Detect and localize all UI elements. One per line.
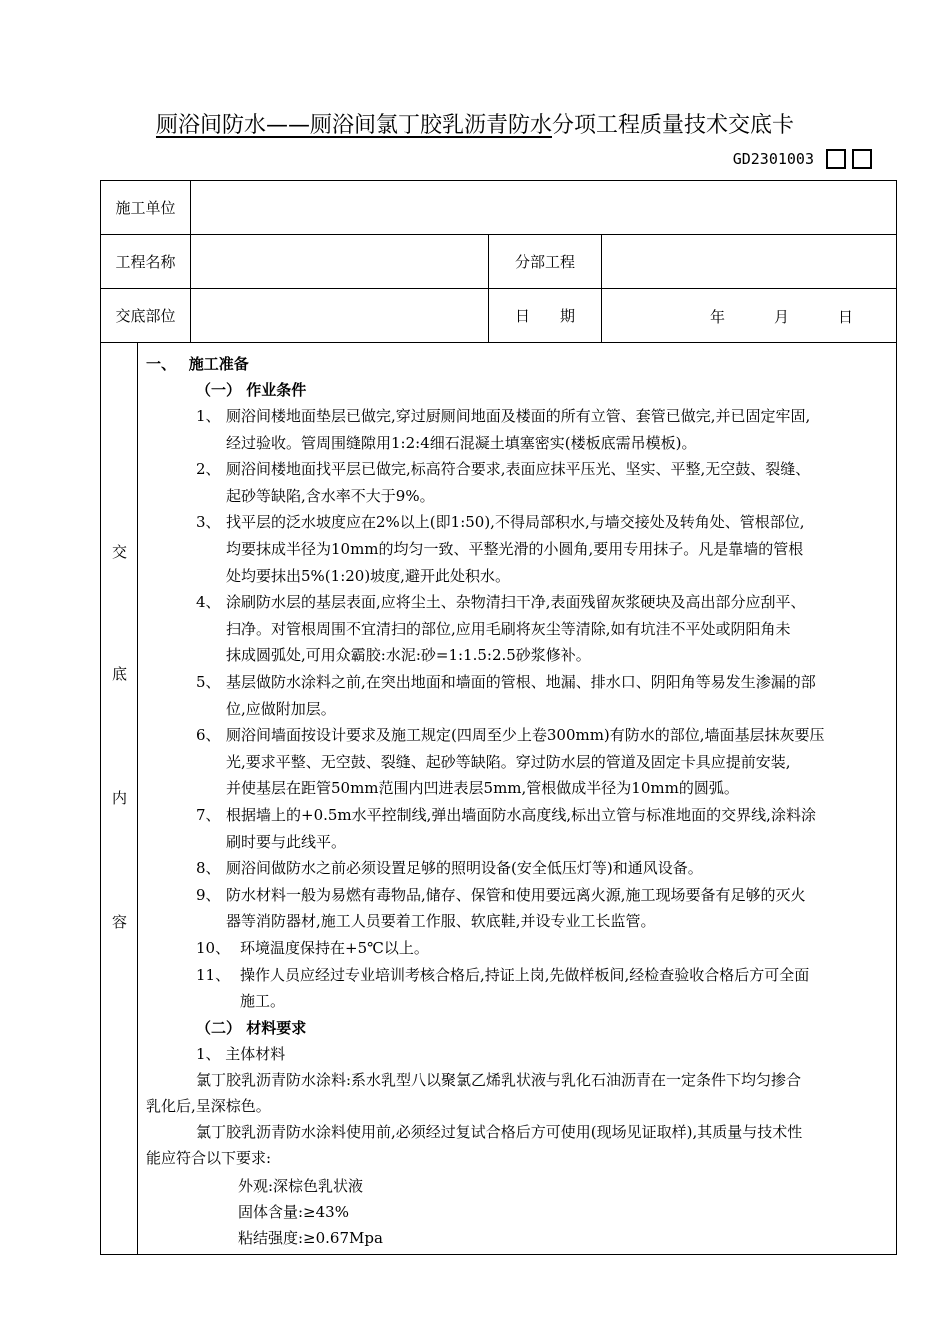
- item-text-line: 刷时要与此线平。: [226, 832, 347, 851]
- para1-line1: 氯丁胶乳沥青防水涂料:系水乳型八以聚氯乙烯乳状液与乳化石油沥青在一定条件下均匀掺合: [196, 1071, 802, 1089]
- item-text-line: 厕浴间做防水之前必须设置足够的照明设备(安全低压灯等)和通风设备。: [226, 859, 703, 878]
- spec-solid-content: 固体含量:≥43%: [238, 1203, 349, 1221]
- checkbox-1[interactable]: [826, 149, 846, 169]
- item-text-line: 扫净。对管根周围不宜清扫的部位,应用毛刷将灰尘等清除,如有坑洼不平处或阴阳角未: [226, 619, 791, 638]
- side-char-2: 底: [111, 665, 127, 683]
- part-field[interactable]: [191, 289, 489, 343]
- item-text-line: 防水材料一般为易燃有毒物品,储存、保管和使用要远离火源,施工现场要备有足够的灭火: [226, 885, 806, 904]
- item-text-line: 均要抹成半径为10mm的均匀一致、平整光滑的小圆角,要用专用抹子。凡是靠墙的管根: [226, 540, 804, 558]
- item-text-line: 施工。: [240, 992, 286, 1011]
- item-text-line: 厕浴间墙面按设计要求及施工规定(四周至少上卷300mm)有防水的部位,墙面基层抹灰要压: [226, 726, 825, 745]
- item-number: 1、: [196, 407, 221, 425]
- project-field[interactable]: [191, 235, 489, 289]
- side-label-cell: [101, 343, 138, 1255]
- document-title: [0, 108, 950, 139]
- side-char-4: 容: [111, 913, 127, 931]
- section-heading-1: 一、 施工准备: [146, 355, 249, 373]
- date-field[interactable]: [602, 289, 897, 343]
- item-text-line: 涂刷防水层的基层表面,应将尘土、杂物清扫干净,表面残留灰浆硬块及高出部分应刮平、: [226, 593, 806, 612]
- item-number: 9、: [196, 885, 221, 904]
- content-cell: [138, 343, 897, 1255]
- item-text-line: 并使基层在距管50mm范围内凹进表层5mm,管根做成半径为10mm的圆弧。: [226, 779, 739, 798]
- item-text-line: 找平层的泛水坡度应在2%以上(即1:50),不得局部积水,与墙交接处及转角处、管根部位,: [226, 513, 805, 532]
- para2-line2: 能应符合以下要求:: [146, 1149, 272, 1167]
- item-text-line: 经过验收。管周围缝隙用1:2:4细石混凝土填塞密实(楼板底需吊模板)。: [226, 433, 697, 452]
- spec-appearance: 外观:深棕色乳状液: [238, 1177, 364, 1195]
- division-field[interactable]: [602, 235, 897, 289]
- handover-table: [100, 180, 897, 1255]
- item-number: 5、: [196, 673, 221, 691]
- division-label: 分部工程: [489, 235, 602, 289]
- item-text-line: 厕浴间楼地面垫层已做完,穿过厨厕间地面及楼面的所有立管、套管已做完,并已固定牢固,: [226, 407, 811, 425]
- item-text-line: 光,要求平整、无空鼓、裂缝、起砂等缺陷。穿过防水层的管道及固定卡具应提前安装,: [226, 752, 791, 771]
- item-text-line: 基层做防水涂料之前,在突出地面和墙面的管根、地漏、排水口、阴阳角等易发生渗漏的部: [226, 673, 816, 691]
- item-text-line: 抹成圆弧处,可用众霸胶:水泥:砂=1:1.5:2.5砂浆修补。: [226, 646, 591, 665]
- item-number: 3、: [196, 513, 221, 532]
- title-suffix: 分项工程质量技术交底卡: [552, 113, 795, 138]
- unit-field[interactable]: [191, 181, 897, 235]
- part-label: 交底部位: [101, 289, 191, 343]
- item-text-line: 厕浴间楼地面找平层已做完,标高符合要求,表面应抹平压光、坚实、平整,无空鼓、裂缝、: [226, 460, 811, 479]
- item-number: 10、: [196, 939, 231, 957]
- code-row: [733, 146, 872, 172]
- item-number: 7、: [196, 806, 221, 824]
- side-char-3: 内: [111, 789, 127, 807]
- item-text-line: 器等消防器材,施工人员要着工作服、软底鞋,并设专业工长监管。: [226, 912, 656, 931]
- item-text-line: 起砂等缺陷,含水率不大于9%。: [226, 486, 435, 505]
- item-number: 11、: [196, 965, 231, 984]
- material-title: 1、 主体材料: [196, 1045, 286, 1063]
- para2-line1: 氯丁胶乳沥青防水涂料使用前,必须经过复试合格后方可使用(现场见证取样),其质量与技术性: [196, 1123, 803, 1141]
- item-number: 2、: [196, 460, 221, 479]
- title-subject: 厕浴间防水——厕浴间氯丁胶乳沥青防水: [155, 113, 552, 138]
- sub-heading-2: （二） 材料要求: [196, 1019, 307, 1037]
- item-number: 4、: [196, 593, 221, 612]
- sub-heading-1: （一） 作业条件: [196, 381, 307, 399]
- day-label: 日: [838, 307, 854, 326]
- month-label: 月: [774, 307, 790, 326]
- checkbox-2[interactable]: [852, 149, 872, 169]
- unit-label: 施工单位: [101, 181, 191, 235]
- item-text-line: 操作人员应经过专业培训考核合格后,持证上岗,先做样板间,经检查验收合格后方可全面: [240, 965, 810, 984]
- side-char-1: 交: [111, 543, 127, 561]
- para1-line2: 乳化后,呈深棕色。: [146, 1097, 271, 1115]
- date-label: 日 期: [489, 289, 602, 343]
- item-text-line: 位,应做附加层。: [226, 699, 336, 718]
- item-text-line: 处均要抹出5%(1:20)坡度,避开此处积水。: [226, 566, 510, 585]
- year-label: 年: [710, 307, 726, 326]
- project-label: 工程名称: [101, 235, 191, 289]
- item-number: 8、: [196, 859, 221, 878]
- spec-bond-strength: 粘结强度:≥0.67Mpa: [238, 1229, 383, 1247]
- document-code: GD2301003: [732, 150, 814, 168]
- item-number: 6、: [196, 726, 221, 745]
- item-text-line: 环境温度保持在+5℃以上。: [240, 939, 429, 957]
- item-text-line: 根据墙上的+0.5m水平控制线,弹出墙面防水高度线,标出立管与标准地面的交界线,涂料涂: [226, 806, 816, 824]
